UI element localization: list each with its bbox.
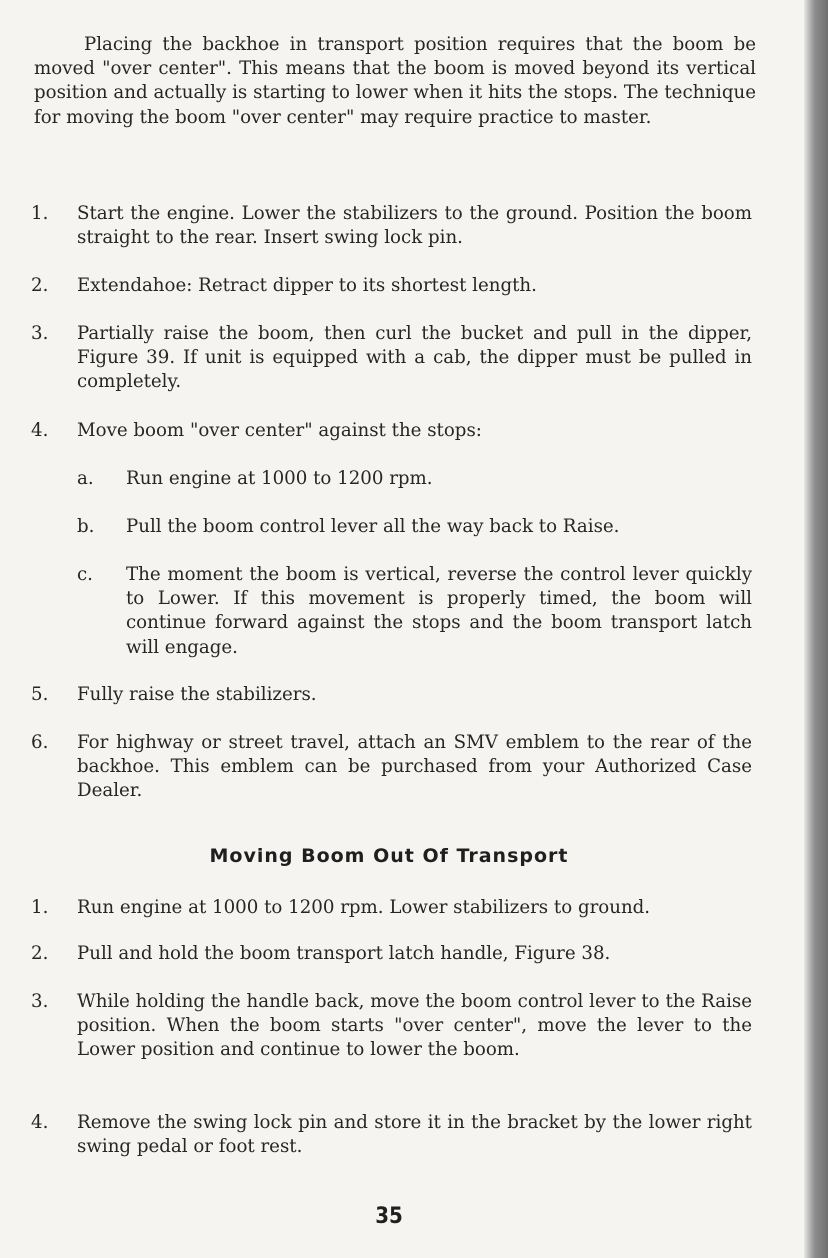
- step-number: 2.: [31, 275, 49, 296]
- substep-letter: a.: [77, 468, 94, 489]
- section-heading: Moving Boom Out Of Transport: [209, 845, 569, 867]
- substep-text: Pull the boom control lever all the way back to Raise.: [126, 516, 620, 537]
- step-number: 3.: [31, 323, 49, 344]
- page-number: 35: [375, 1204, 403, 1229]
- step-number: 3.: [31, 991, 49, 1012]
- step-text: Run engine at 1000 to 1200 rpm. Lower stabilizers to ground.: [77, 897, 651, 918]
- page-binding-edge: [804, 0, 828, 1258]
- step-text: While holding the handle back, move the boom control lever to the Raise position. When the boom starts "over center", move the lever to the Lower position and continue to lower the boom.: [77, 991, 752, 1061]
- step-number: 2.: [31, 943, 49, 964]
- substep-letter: c.: [77, 564, 93, 585]
- step-text: Move boom "over center" against the stops:: [77, 420, 482, 441]
- step-text: Pull and hold the boom transport latch handle, Figure 38.: [77, 943, 611, 964]
- step-text: Partially raise the boom, then curl the bucket and pull in the dipper, Figure 39. If unit is equipped with a cab, the dipper must be pulled in completely.: [77, 323, 752, 393]
- step-number: 1.: [31, 203, 49, 224]
- step-number: 4.: [31, 420, 49, 441]
- substep-text: Run engine at 1000 to 1200 rpm.: [126, 468, 433, 489]
- step-number: 1.: [31, 897, 49, 918]
- step-text: Remove the swing lock pin and store it in the bracket by the lower right swing pedal or foot rest.: [77, 1112, 752, 1158]
- step-number: 5.: [31, 684, 49, 705]
- step-text: Extendahoe: Retract dipper to its shortest length.: [77, 275, 537, 296]
- intro-paragraph: Placing the backhoe in transport position requires that the boom be moved "over center". This means that the boom is moved beyond its vertical position and actually is starting to lower when it hits the stops. The technique for moving the boom "over center" may require practice to master.: [34, 34, 756, 128]
- substep-text: The moment the boom is vertical, reverse the control lever quickly to Lower. If this movement is properly timed, the boom will continue forward against the stops and the boom transport latch will engage.: [126, 564, 752, 658]
- step-number: 6.: [31, 732, 49, 753]
- step-text: Start the engine. Lower the stabilizers to the ground. Position the boom straight to the rear. Insert swing lock pin.: [77, 203, 752, 249]
- step-number: 4.: [31, 1112, 49, 1133]
- step-text: Fully raise the stabilizers.: [77, 684, 317, 705]
- step-text: For highway or street travel, attach an SMV emblem to the rear of the backhoe. This emblem can be purchased from your Authorized Case Dealer.: [77, 732, 752, 802]
- substep-letter: b.: [77, 516, 95, 537]
